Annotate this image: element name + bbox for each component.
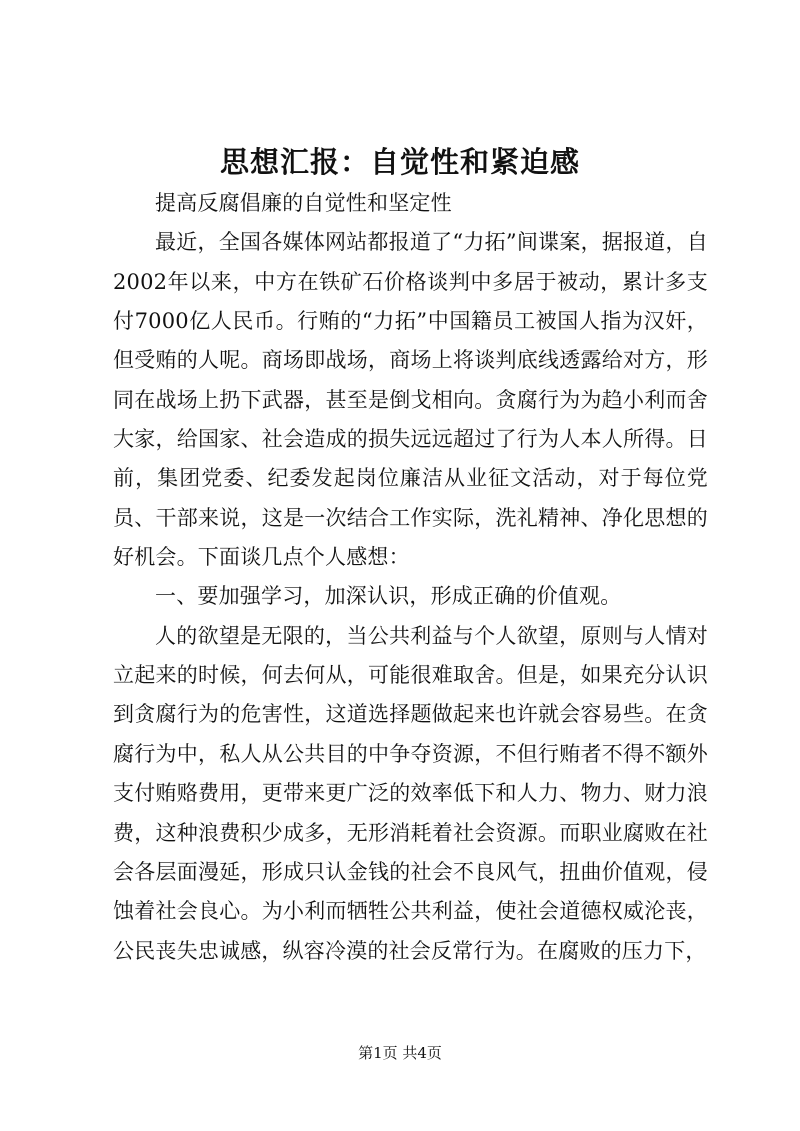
document-title: 思想汇报：自觉性和紧迫感 — [219, 145, 580, 179]
document-body — [113, 184, 708, 971]
document-subtitle: 提高反腐倡廉的自觉性和坚定性 — [155, 191, 452, 215]
paragraph-section-1: 人的欲望是无限的，当公共利益与个人欲望，原则与人情对立起来的时候，何去何从，可能很难取舍。但是，如果充分认识到贪腐行为的危害性，这道选择题做起来也许就会容易些。在贪腐行为中，私人从公共目的中争夺资源，不但行贿者不得不额外支付贿赂费用，更带来更广泛的效率低下和人力、物力、财力浪费，这种浪费积少成多，无形消耗着社会资源。而职业腐败在社会各层面漫延，形成只认金钱的社会不良风气，扭曲价值观，侵蚀着社会良心。为小利而牺牲公共利益，使社会道德权威沦丧，公民丧失忠诚感，纵容冷漠的社会反常行为。在腐败的压力下， — [113, 623, 708, 963]
section-heading-1: 一、要加强学习，加深认识，形成正确的价值观。 — [155, 584, 622, 609]
paragraph-intro: 最近，全国各媒体网站都报道了“力拓”间谍案，据报道，自2002年以来，中方在铁矿石价格谈判中多居于被动，累计多支付7000亿人民币。行贿的“力拓”中国籍员工被国人指为汉奸，但受贿的人呢。商场即战场，商场上将谈判底线透露给对方，形同在战场上扔下武器，甚至是倒戈相向。贪腐行为为趋小利而舍大家，给国家、社会造成的损失远远超过了行为人本人所得。日前，集团党委、纪委发起岗位廉洁从业征文活动，对于每位党员、干部来说，这是一次结合工作实际，洗礼精神、净化思想的好机会。下面谈几点个人感想： — [113, 230, 708, 570]
page-number-footer: 第1页 共4页 — [358, 1044, 442, 1062]
